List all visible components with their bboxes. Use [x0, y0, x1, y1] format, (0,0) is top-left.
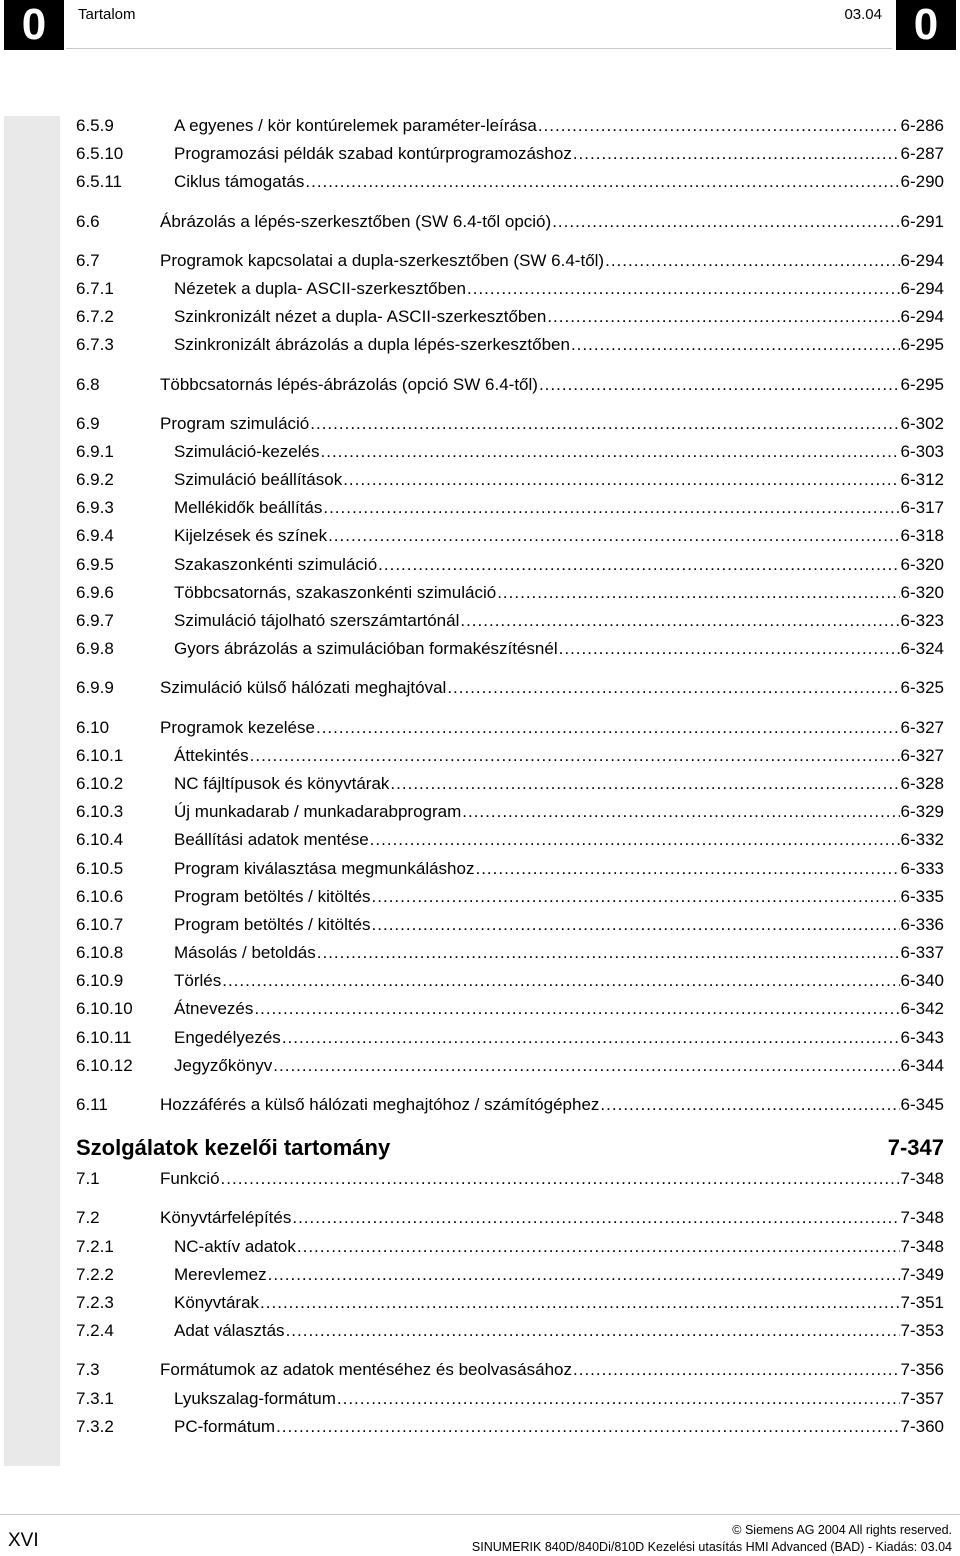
toc-entry-number: 6.5.9: [76, 116, 114, 135]
toc-entry-title: Szimuláció külső hálózati meghajtóval: [160, 678, 447, 698]
toc-entry-number: 6.10: [76, 717, 110, 737]
toc-entry-page: 6-312: [900, 470, 944, 490]
toc-entry-page: 7-353: [900, 1321, 944, 1341]
toc-entry-title: Szinkronizált ábrázolás a dupla lépés-szerkesztőben: [174, 335, 570, 355]
toc-entry-number: 6.5.11: [76, 172, 123, 192]
toc-entry-number: 6.10.11: [76, 1027, 132, 1047]
toc-entry-page: 6-294: [900, 307, 944, 327]
toc-entry[interactable]: [76, 331, 944, 359]
toc-entry-title: Beállítási adatok mentése: [174, 830, 369, 850]
toc-entry-number: 6.8: [76, 374, 100, 394]
toc-entry-number: 7.2.3: [76, 1292, 114, 1312]
toc-entry-page: 7-357: [900, 1388, 944, 1408]
toc-entry-title: Szimuláció-kezelés: [174, 441, 320, 461]
toc-entry-title: Merevlemez: [174, 1264, 267, 1284]
toc-entry[interactable]: [76, 247, 944, 275]
toc-leader-dots: [250, 742, 900, 770]
toc-leader-dots: [475, 855, 899, 883]
toc-entry[interactable]: [76, 168, 944, 196]
toc-leader-dots: [538, 112, 900, 140]
toc-entry[interactable]: [76, 1413, 944, 1441]
toc-entry[interactable]: [76, 579, 944, 607]
toc-entry-number: 6.7.3: [76, 335, 114, 355]
toc-entry[interactable]: [76, 522, 944, 550]
toc-leader-dots: [559, 635, 900, 663]
toc-entry[interactable]: [76, 410, 944, 438]
toc-entry-page: 6-344: [900, 1055, 944, 1075]
toc-entry-title: Hozzáférés a külső hálózati meghajtóhoz / számítógéphez: [160, 1095, 600, 1114]
toc-leader-dots: [343, 466, 899, 494]
toc-entry-title: NC-aktív adatok: [174, 1236, 296, 1256]
toc-entry-page: 6-294: [900, 278, 944, 298]
toc-leader-dots: [276, 1413, 899, 1441]
toc-entry-title: Programok kezelése: [160, 717, 315, 737]
toc-entry-title: Új munkadarab / munkadarabprogram: [174, 802, 462, 822]
toc-entry[interactable]: [76, 1165, 944, 1193]
toc-entry-number: 6.9.9: [76, 678, 114, 698]
toc-entry-number: 6.9.1: [76, 441, 114, 461]
toc-leader-dots: [282, 1024, 900, 1052]
chapter-heading: [76, 1131, 944, 1165]
toc-entry-page: 6-329: [900, 802, 944, 822]
toc-entry-number: 6.10.6: [76, 886, 124, 906]
toc-entry-number: 6.7: [76, 250, 100, 270]
toc-entry-title: Program kiválasztása megmunkáláshoz: [174, 858, 475, 878]
toc-leader-dots: [372, 911, 900, 939]
toc-entry-number: 6.10.1: [76, 745, 124, 765]
toc-leader-dots: [337, 1385, 900, 1413]
toc-leader-dots: [605, 247, 899, 275]
toc-entry-title: Átnevezés: [174, 999, 254, 1019]
toc-entry-page: 6-302: [900, 413, 944, 433]
toc-entry-page: 6-324: [900, 639, 944, 659]
toc-leader-dots: [547, 303, 899, 331]
toc-leader-dots: [297, 1233, 900, 1261]
footer-info: [472, 1522, 952, 1556]
toc-entry-title: NC fájltípusok és könyvtárak: [174, 773, 390, 793]
toc-entry-number: 7.2: [76, 1208, 100, 1228]
toc-entry[interactable]: [76, 1261, 944, 1289]
toc-entry-title: Szimuláció beállítások: [174, 470, 343, 490]
toc-entry[interactable]: [76, 494, 944, 522]
toc-leader-dots: [370, 826, 900, 854]
toc-leader-dots: [268, 1261, 900, 1289]
toc-leader-dots: [221, 1165, 900, 1193]
toc-entry-page: 6-332: [900, 830, 944, 850]
toc-entry-title: Formátumok az adatok mentéséhez és beolvasásához: [160, 1360, 573, 1380]
toc-entry[interactable]: [76, 1052, 944, 1080]
toc-entry-number: 6.9.4: [76, 526, 114, 546]
toc-entry[interactable]: [76, 855, 944, 883]
toc-leader-dots: [305, 168, 899, 196]
toc-entry-number: 6.10.5: [76, 858, 124, 878]
toc-leader-dots: [310, 410, 899, 438]
toc-leader-dots: [600, 1091, 899, 1119]
toc-entry-title: Szimuláció tájolható szerszámtartónál: [174, 611, 460, 630]
toc-entry-title: Többcsatornás, szakaszonkénti szimuláció: [174, 582, 497, 602]
side-bar: [4, 116, 60, 1466]
toc-entry-number: 6.7.2: [76, 307, 114, 327]
toc-entry-title: Mellékidők beállítás: [174, 498, 323, 518]
toc-entry-page: 6-323: [900, 611, 944, 630]
toc-entry-page: 6-342: [900, 999, 944, 1019]
toc-entry[interactable]: [76, 1317, 944, 1345]
toc-leader-dots: [260, 1289, 899, 1317]
toc-entry-number: 6.9.2: [76, 470, 114, 490]
toc-entry-number: 6.7.1: [76, 278, 114, 298]
toc-entry-title: Könyvtárak: [174, 1292, 260, 1312]
toc-entry-page: 6-335: [900, 886, 944, 906]
toc-entry-page: 6-333: [900, 858, 944, 878]
toc-entry[interactable]: [76, 714, 944, 742]
toc-entry-page: 6-328: [900, 773, 944, 793]
chapter-marker-left: 0: [4, 0, 64, 50]
toc-leader-dots: [539, 371, 900, 399]
toc-entry-number: 7.3: [76, 1360, 100, 1380]
toc-leader-dots: [378, 551, 899, 579]
toc-entry-number: 6.10.3: [76, 802, 124, 822]
toc-entry-number: 6.5.10: [76, 144, 124, 164]
toc-entry-number: 6.10.7: [76, 914, 124, 934]
toc-entry-page: 7-348: [900, 1208, 944, 1228]
toc-entry-page: 7-356: [900, 1360, 944, 1380]
toc-entry[interactable]: [76, 140, 944, 168]
toc-entry-number: 6.9.7: [76, 611, 114, 630]
toc-entry-number: 7.2.2: [76, 1264, 114, 1284]
toc-leader-dots: [328, 522, 899, 550]
toc-entry-page: 7-348: [900, 1169, 944, 1189]
toc-entry-page: 7-348: [900, 1236, 944, 1256]
toc-entry[interactable]: [76, 883, 944, 911]
toc-entry-title: Szinkronizált nézet a dupla- ASCII-szerkesztőben: [174, 307, 547, 327]
toc-entry-number: 6.10.2: [76, 773, 124, 793]
toc-entry-page: 6-327: [900, 717, 944, 737]
toc-entry-number: 6.10.8: [76, 943, 124, 963]
toc-entry-page: 6-318: [900, 526, 944, 546]
toc-entry-page: 6-343: [900, 1027, 944, 1047]
toc-entry-page: 6-325: [900, 678, 944, 698]
toc-entry-number: 6.10.9: [76, 971, 124, 991]
toc-leader-dots: [497, 579, 899, 607]
toc-entry-title: Kijelzések és színek: [174, 526, 328, 546]
toc-entry-title: Többcsatornás lépés-ábrázolás (opció SW 6.4-től): [160, 374, 538, 394]
toc-entry[interactable]: [76, 911, 944, 939]
toc-entry[interactable]: [76, 371, 944, 399]
toc-entry[interactable]: [76, 1091, 944, 1119]
toc-entry[interactable]: [76, 742, 944, 770]
toc-entry-page: 7-360: [900, 1416, 944, 1436]
toc-entry[interactable]: [76, 939, 944, 967]
toc-entry[interactable]: [76, 275, 944, 303]
toc-entry-title: Funkció: [160, 1169, 220, 1189]
toc-entry[interactable]: [76, 1356, 944, 1384]
toc-leader-dots: [254, 995, 899, 1023]
toc-entry-number: 7.3.1: [76, 1388, 114, 1408]
toc-leader-dots: [323, 494, 899, 522]
toc-entry-title: Nézetek a dupla- ASCII-szerkesztőben: [174, 278, 466, 298]
toc-entry-title: Gyors ábrázolás a szimulációban formakészítésnél: [174, 639, 558, 659]
toc-entry-page: 6-320: [900, 554, 944, 574]
toc-entry-page: 6-295: [900, 374, 944, 394]
toc-leader-dots: [222, 967, 899, 995]
toc-entry[interactable]: [76, 303, 944, 331]
toc-entry-title: Programok kapcsolatai a dupla-szerkesztőben (SW 6.4-től): [160, 250, 605, 270]
toc-entry-title: Ábrázolás a lépés-szerkesztőben (SW 6.4-től opció): [160, 211, 552, 231]
toc-entry[interactable]: [76, 1024, 944, 1052]
header-title: Tartalom: [78, 6, 136, 23]
toc-entry[interactable]: [76, 466, 944, 494]
toc-entry-page: 6-317: [900, 498, 944, 518]
toc-entry-number: 6.9.3: [76, 498, 114, 518]
toc-section-7: [76, 1165, 944, 1441]
toc-entry[interactable]: [76, 1204, 944, 1232]
toc-entry-title: Adat választás: [174, 1321, 285, 1341]
toc-entry-number: 6.9.5: [76, 554, 114, 574]
toc-entry[interactable]: [76, 551, 944, 579]
toc-entry[interactable]: [76, 635, 944, 663]
toc-entry-title: Könyvtárfelépítés: [160, 1208, 292, 1228]
toc-entry[interactable]: [76, 112, 944, 140]
toc-leader-dots: [316, 714, 900, 742]
toc-entry-page: 6-287: [900, 144, 944, 164]
toc-entry[interactable]: [76, 967, 944, 995]
toc-leader-dots: [467, 275, 900, 303]
toc-leader-dots: [292, 1204, 899, 1232]
toc-entry-number: 6.10.4: [76, 830, 124, 850]
toc-leader-dots: [460, 607, 899, 635]
toc-section-6: [76, 112, 944, 1119]
toc-entry-page: 6-327: [900, 745, 944, 765]
toc-entry-page: 6-291: [900, 211, 944, 231]
toc-entry-number: 6.9.8: [76, 639, 114, 659]
toc-entry[interactable]: [76, 674, 944, 702]
toc-entry-title: Jegyzőkönyv: [174, 1055, 273, 1075]
chapter-marker-right: 0: [896, 0, 956, 50]
toc-leader-dots: [462, 798, 899, 826]
toc-entry-page: 6-345: [900, 1095, 944, 1114]
toc-entry-number: 6.11: [76, 1095, 108, 1114]
toc-entry-title: Áttekintés: [174, 745, 249, 765]
toc-leader-dots: [573, 1356, 900, 1384]
footer-rule: [0, 1514, 960, 1515]
toc-entry-title: PC-formátum: [174, 1416, 276, 1436]
toc-entry-number: 6.6: [76, 211, 100, 231]
toc-entry[interactable]: [76, 208, 944, 236]
toc-leader-dots: [552, 208, 899, 236]
toc-entry-title: Ciklus támogatás: [174, 172, 305, 192]
toc-entry-number: 6.9: [76, 413, 100, 433]
table-of-contents: [76, 112, 944, 1441]
toc-entry[interactable]: [76, 1289, 944, 1317]
toc-entry-title: Program betöltés / kitöltés: [174, 914, 371, 934]
toc-leader-dots: [317, 939, 900, 967]
toc-entry-page: 7-349: [900, 1264, 944, 1284]
toc-leader-dots: [273, 1052, 899, 1080]
toc-entry-title: Engedélyezés: [174, 1027, 281, 1047]
toc-entry-number: 7.1: [76, 1169, 100, 1189]
toc-entry-title: A egyenes / kör kontúrelemek paraméter-leírása: [174, 116, 537, 135]
toc-leader-dots: [390, 770, 899, 798]
toc-leader-dots: [372, 883, 900, 911]
toc-entry-title: Programozási példák szabad kontúrprogramozáshoz: [174, 144, 572, 164]
toc-entry-page: 7-351: [900, 1292, 944, 1312]
toc-entry-number: 7.2.4: [76, 1321, 114, 1341]
toc-entry-number: 7.2.1: [76, 1236, 114, 1256]
footer-document: SINUMERIK 840D/840Di/810D Kezelési utasítás HMI Advanced (BAD) - Kiadás: 03.04: [471, 1540, 952, 1554]
toc-entry-page: 6-295: [900, 335, 944, 355]
toc-leader-dots: [573, 140, 900, 168]
toc-entry-page: 6-340: [900, 971, 944, 991]
footer-copyright: © Siemens AG 2004 All rights reserved.: [732, 1523, 952, 1537]
chapter-page: 7-347: [887, 1135, 944, 1161]
toc-entry[interactable]: [76, 798, 944, 826]
toc-leader-dots: [321, 438, 900, 466]
toc-entry-number: 7.3.2: [76, 1416, 114, 1436]
toc-entry-page: 6-290: [900, 172, 944, 192]
toc-leader-dots: [571, 331, 900, 359]
toc-leader-dots: [447, 674, 899, 702]
toc-entry-page: 6-336: [900, 914, 944, 934]
toc-entry-title: Program betöltés / kitöltés: [174, 886, 371, 906]
toc-entry-number: 6.9.6: [76, 582, 114, 602]
page-header: [66, 0, 892, 49]
toc-entry-page: 6-286: [900, 116, 944, 135]
toc-entry-title: Másolás / betoldás: [174, 943, 316, 963]
toc-entry-page: 6-294: [900, 250, 944, 270]
toc-entry-title: Program szimuláció: [160, 413, 310, 433]
toc-entry-page: 6-320: [900, 582, 944, 602]
toc-entry-title: Törlés: [174, 971, 222, 991]
toc-entry-page: 6-303: [900, 441, 944, 461]
toc-entry[interactable]: [76, 826, 944, 854]
toc-entry[interactable]: [76, 1233, 944, 1261]
toc-entry[interactable]: [76, 995, 944, 1023]
toc-entry[interactable]: [76, 607, 944, 635]
toc-entry[interactable]: [76, 438, 944, 466]
toc-entry-page: 6-337: [900, 943, 944, 963]
toc-entry-number: 6.10.12: [76, 1055, 133, 1075]
header-date: 03.04: [844, 6, 882, 23]
toc-entry[interactable]: [76, 1385, 944, 1413]
toc-leader-dots: [286, 1317, 900, 1345]
toc-entry-title: Lyukszalag-formátum: [174, 1388, 336, 1408]
toc-entry[interactable]: [76, 770, 944, 798]
footer-page-number: XVI: [8, 1530, 39, 1551]
toc-entry-number: 6.10.10: [76, 999, 133, 1019]
toc-entry-title: Szakaszonkénti szimuláció: [174, 554, 378, 574]
chapter-title: Szolgálatok kezelői tartomány: [76, 1135, 391, 1161]
